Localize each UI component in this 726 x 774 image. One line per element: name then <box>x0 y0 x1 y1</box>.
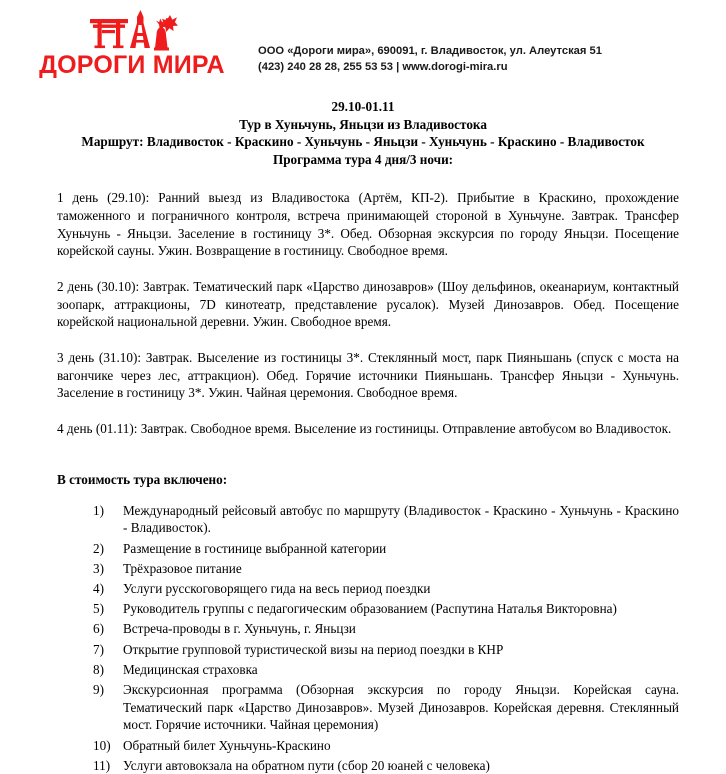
list-item <box>57 681 679 734</box>
world-landmarks-icon <box>86 9 178 51</box>
list-item-text: Руководитель группы с педагогическим образованием (Распутина Наталья Викторовна) <box>123 601 617 617</box>
tour-program-subtitle: Программа тура 4 дня/3 ночи: <box>272 151 454 167</box>
list-item <box>57 560 679 578</box>
company-logo <box>0 9 258 78</box>
included-items-list <box>57 502 679 774</box>
list-item-text: Встреча-проводы в г. Хуньчунь, г. Яньцзи <box>123 621 356 637</box>
logo-wordmark: ДОРОГИ МИРА <box>39 50 225 79</box>
tour-dates: 29.10-01.11 <box>331 99 395 114</box>
list-item-text: Открытие групповой туристической визы на период поездки в КНР <box>123 641 504 657</box>
list-item <box>57 661 679 679</box>
list-item-number: 7) <box>93 641 104 657</box>
contact-phone-website-line: (423) 240 28 28, 255 53 53 | www.dorogi-mira.ru <box>258 60 508 73</box>
list-item-number: 9) <box>93 681 104 697</box>
company-contact-info <box>258 44 602 78</box>
page-title: Тур в Хуньчунь, Яньцзи из Владивостока <box>239 116 487 132</box>
included-section-heading: В стоимость тура включено: <box>57 471 228 487</box>
itinerary-day-1: 1 день (29.10): Ранний выезд из Владивостока (Артём, КП-2). Прибытие в Краскино, прохождение таможенного и пограничного контроля, встреча принимающей стороной в Хуньчуне. Завтрак. Трансфер Хуньчунь - Яньцзи. Заселение в гостиницу 3*. Обед. Обзорная экскурсия по городу Яньцзи. Посещение корейской сауны. Ужин. Возвращение в гостиницу. Свободное время. <box>57 190 679 259</box>
list-item-number: 2) <box>93 540 104 556</box>
list-item <box>57 502 679 537</box>
list-item <box>57 737 679 755</box>
list-item-number: 6) <box>93 621 104 637</box>
list-item-text: Экскурсионная программа (Обзорная экскурсия по городу Яньцзи. Корейская сауна. Тематический парк «Царство Динозавров». Музей Динозавров. Корейская деревня. Стеклянный мост. Горячие источники. Чайная церемония) <box>123 681 679 733</box>
list-item-text: Медицинская страховка <box>123 661 258 677</box>
list-item <box>57 641 679 659</box>
list-item-text: Услуги русскоговорящего гида на весь период поездки <box>123 581 431 596</box>
list-item-text: Международный рейсовый автобус по маршруту (Владивосток - Краскино - Хуньчунь - Краскино - Владивосток). <box>123 502 679 536</box>
list-item-number: 5) <box>93 601 104 617</box>
list-item <box>57 620 679 638</box>
list-item-number: 8) <box>93 661 104 677</box>
contact-address-line: ООО «Дороги мира», 690091, г. Владивосток, ул. Алеутская 51 <box>258 45 602 58</box>
itinerary-day-4: 4 день (01.11): Завтрак. Свободное время. Выселение из гостиницы. Отправление автобусом во Владивосток. <box>57 421 672 437</box>
list-item-text: Обратный билет Хуньчунь-Краскино <box>123 737 331 753</box>
list-item <box>57 540 679 558</box>
document-title-block <box>0 98 726 168</box>
list-item <box>57 580 679 598</box>
list-item-number: 11) <box>93 757 111 773</box>
itinerary-day-3: 3 день (31.10): Завтрак. Выселение из гостиницы 3*. Стеклянный мост, парк Пияньшань (спуск с моста на вагончике через лес, аттракцион). Обед. Горячие источники Пияньшань. Трансфер Яньцзи - Хуньчунь. Заселение в гостиницу 3*. Ужин. Чайная церемония. Свободное время. <box>57 350 679 401</box>
list-item <box>57 757 679 774</box>
tour-route: Маршрут: Владивосток - Краскино - Хуньчунь - Яньцзи - Хуньчунь - Краскино - Владивосток <box>81 134 645 150</box>
document-header <box>0 0 726 78</box>
document-body <box>0 189 726 774</box>
list-item <box>57 600 679 618</box>
list-item-text: Услуги автовокзала на обратном пути (сбор 20 юаней с человека) <box>123 757 490 773</box>
list-item-number: 10) <box>93 737 111 753</box>
list-item-text: Трёхразовое питание <box>123 560 242 576</box>
list-item-number: 4) <box>93 581 104 596</box>
list-item-number: 1) <box>93 502 104 518</box>
list-item-text: Размещение в гостинице выбранной категории <box>123 540 387 556</box>
list-item-number: 3) <box>93 560 104 576</box>
itinerary-day-2: 2 день (30.10): Завтрак. Тематический парк «Царство динозавров» (Шоу дельфинов, океанариум, контактный зоопарк, аттракционы, 7D кинотеатр, представление русалок). Музей Динозавров. Обед. Посещение корейской национальной деревни. Ужин. Свободное время. <box>57 278 679 330</box>
